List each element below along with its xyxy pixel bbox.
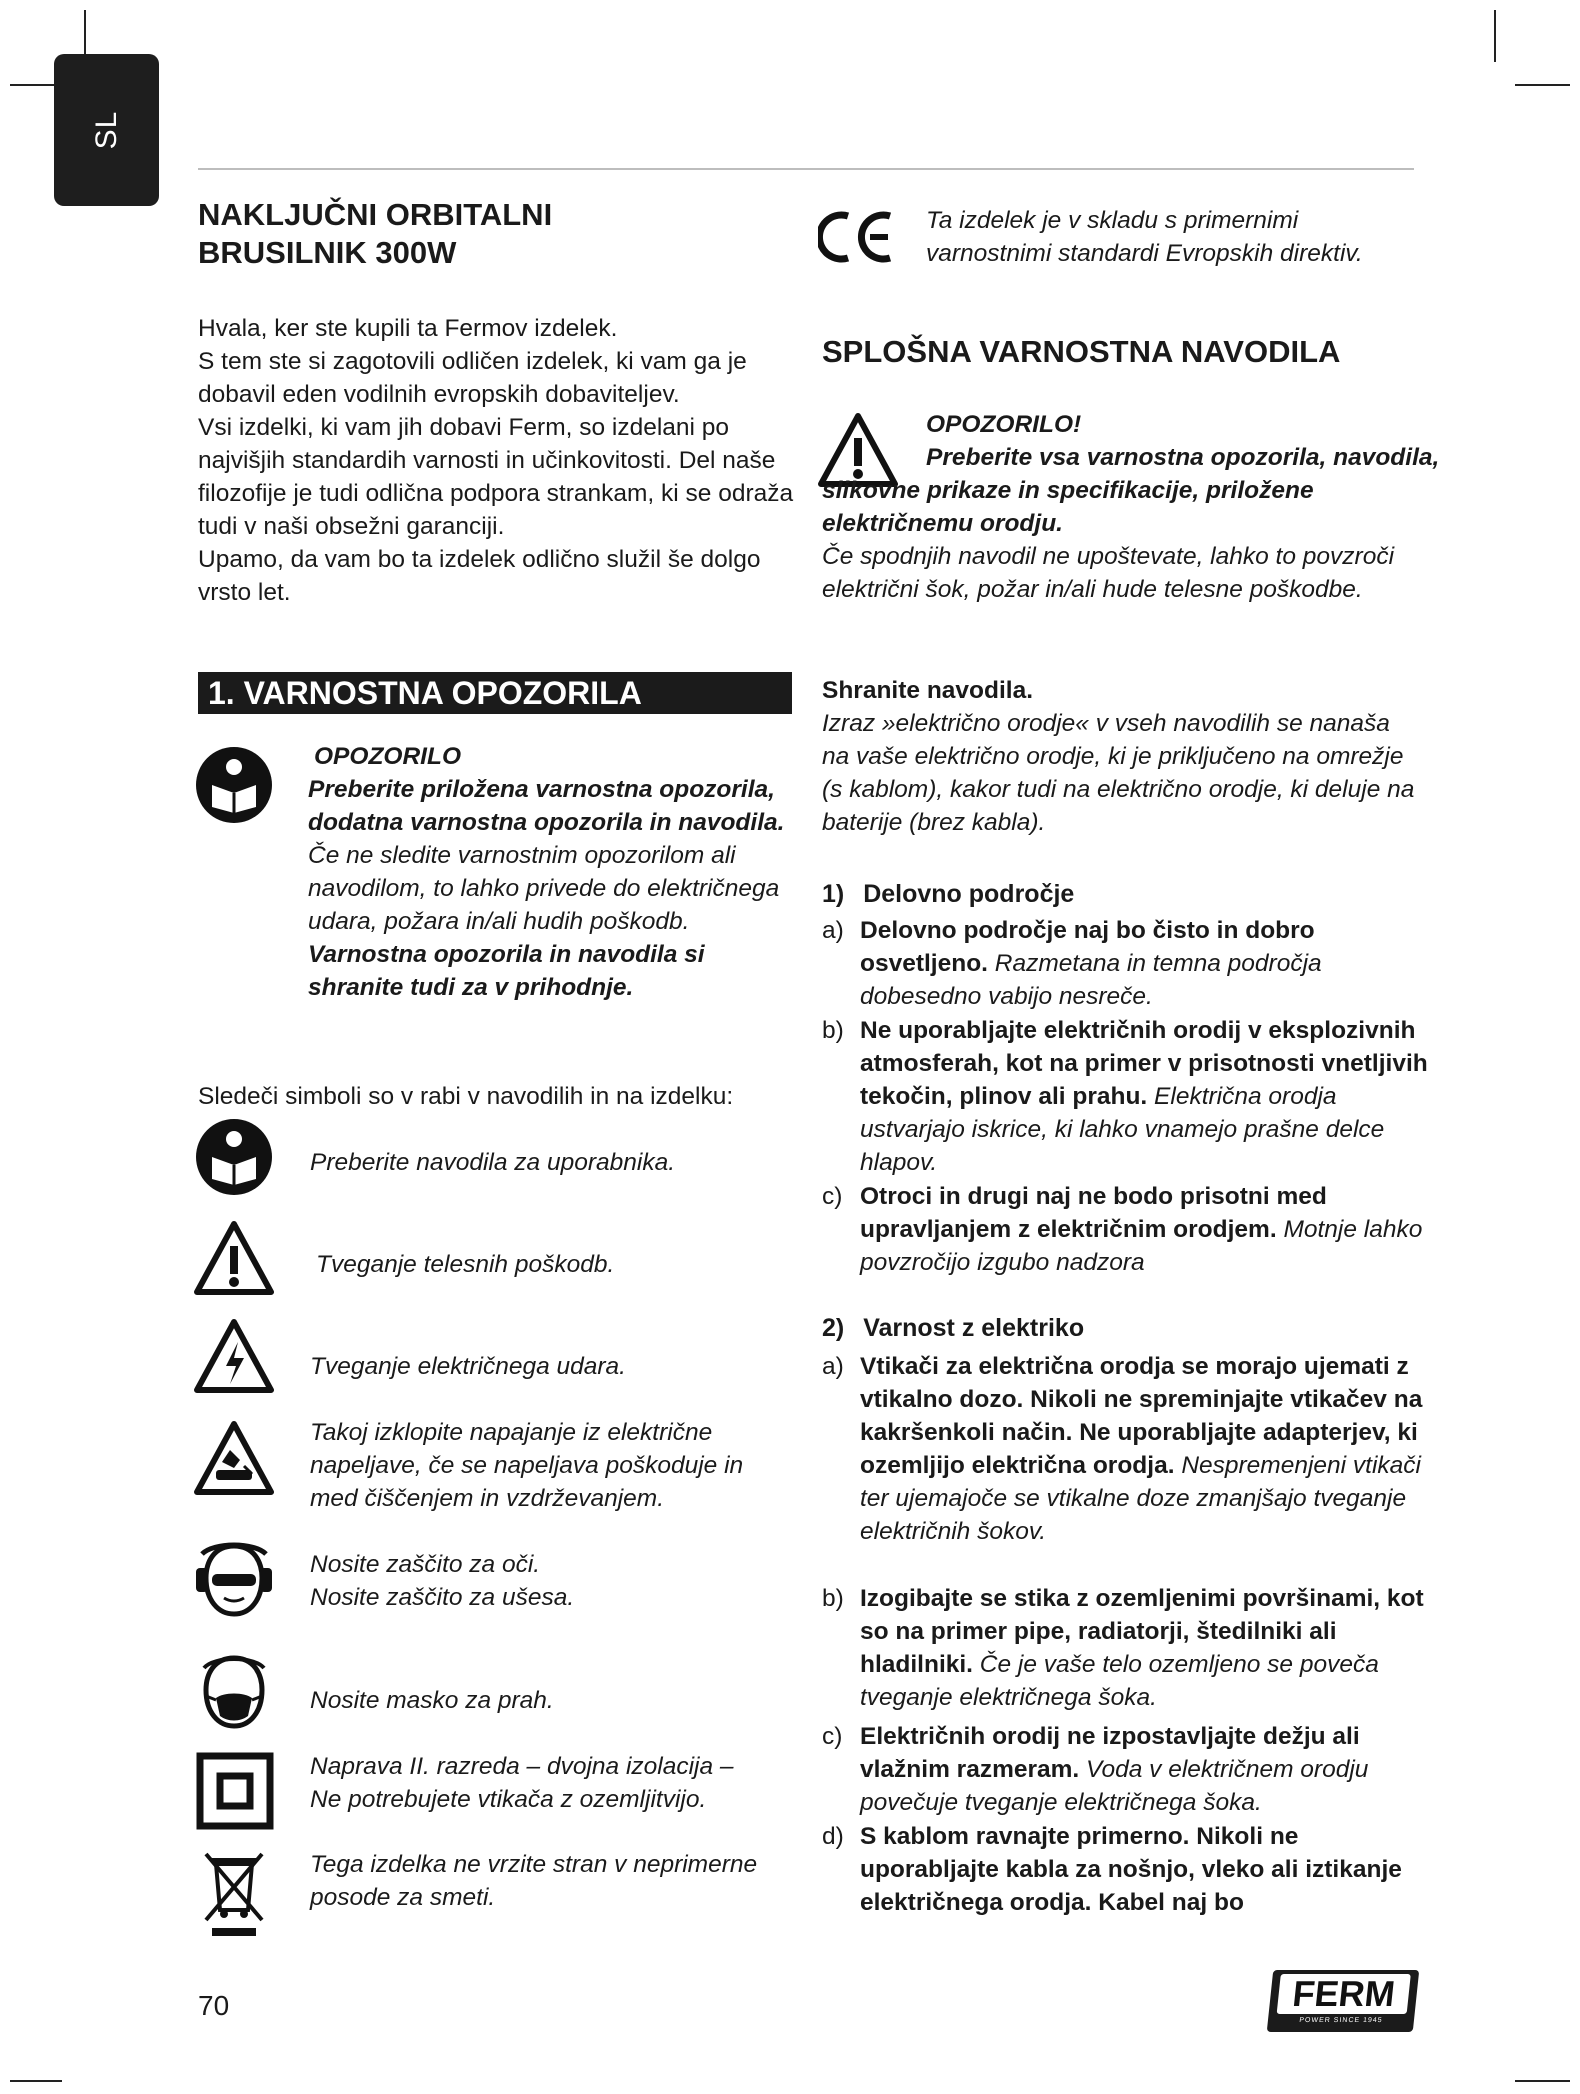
list-text: Električna orodja ustvarjajo iskrice, ki lahko vnamejo prašne delce hlapov. bbox=[860, 1083, 1385, 1176]
ce-mark bbox=[818, 210, 898, 264]
list-bold: S kablom ravnajte primerno. Nikoli ne uporabljajte kabla za nošnjo, vleko ali iztikanje električnega orodja. Kabel naj bo bbox=[860, 1823, 1402, 1916]
general-warning-bold: Preberite vsa varnostna opozorila, navodila, slikovne prikaze in specifikacije, priložene električnemu orodju. bbox=[822, 444, 1440, 537]
save-title: Shranite navodila. bbox=[822, 677, 1034, 704]
symbol-text: Nosite zaščito za oči. bbox=[310, 1551, 541, 1578]
list-text: Če je vaše telo ozemljeno se poveča tveganje električnega šoka. bbox=[860, 1651, 1379, 1711]
list-label: c) bbox=[822, 1183, 843, 1210]
warning-label: OPOZORILO bbox=[314, 743, 461, 770]
page-number: 70 bbox=[198, 1990, 230, 2021]
electric-shock-icon bbox=[194, 1318, 274, 1393]
list-item bbox=[822, 1820, 1442, 1919]
list-bold: Izogibajte se stika z ozemljenimi površinami, kot so na primer pipe, radiatorji, štedilniki ali hladilniki. bbox=[860, 1585, 1424, 1678]
subsection-2-heading bbox=[822, 1314, 1084, 1343]
wheelie-bin-crossed-icon bbox=[202, 1850, 266, 1938]
list-item bbox=[822, 1582, 1442, 1714]
list-label: b) bbox=[822, 1017, 844, 1044]
general-warning-text: Če spodnjih navodil ne upoštevate, lahko to povzroči električni šok, požar in/ali hude telesne poškodbe. bbox=[822, 543, 1395, 603]
subsection-title: Delovno področje bbox=[863, 880, 1075, 908]
language-tab bbox=[54, 54, 159, 206]
general-title: SPLOŠNA VARNOSTNA NAVODILA bbox=[822, 334, 1341, 369]
list-item bbox=[822, 1720, 1442, 1819]
intro-p1: Hvala, ker ste kupili ta Fermov izdelek. bbox=[198, 315, 618, 342]
list-item bbox=[822, 1014, 1442, 1179]
section1-warning bbox=[308, 740, 798, 1004]
list-item bbox=[822, 1180, 1442, 1279]
ce-statement: Ta izdelek je v skladu s primernimi varnostnimi standardi Evropskih direktiv. bbox=[926, 207, 1363, 267]
crop-mark bbox=[10, 2080, 62, 2082]
list-label: a) bbox=[822, 1353, 844, 1380]
unplug-icon bbox=[194, 1420, 274, 1495]
subsection-title: Varnost z elektriko bbox=[863, 1314, 1085, 1342]
warning-bold-text-2: Varnostna opozorila in navodila si shranite tudi za v prihodnje. bbox=[308, 941, 705, 1001]
list-bold: Ne uporabljajte električnih orodij v eksplozivnih atmosferah, kot na primer v prisotnosti vnetljivih tekočin, plinov ali prahu. bbox=[860, 1017, 1428, 1110]
list-label: d) bbox=[822, 1823, 844, 1850]
symbol-text: Ne potrebujete vtikača z ozemljitvijo. bbox=[310, 1786, 707, 1813]
crop-mark bbox=[1515, 84, 1570, 86]
list-bold: Otroci in drugi naj ne bodo prisotni med upravljanjem z električnim orodjem. bbox=[860, 1183, 1327, 1243]
symbol-text: Takoj izklopite napajanje iz električne napeljave, če se napeljava poškoduje in med čiščenjem in vzdrževanjem. bbox=[310, 1419, 744, 1512]
dust-mask-icon bbox=[194, 1652, 274, 1732]
symbol-text: Tega izdelka ne vrzite stran v neprimerne posode za smeti. bbox=[310, 1851, 758, 1911]
page-title: NAKLJUČNI ORBITALNI BRUSILNIK 300W bbox=[198, 197, 553, 270]
list-text: Razmetana in temna področja dobesedno vabijo nesreče. bbox=[860, 950, 1322, 1010]
list-text: Voda v električnem orodju povečuje tveganje električnega šoka. bbox=[860, 1756, 1369, 1816]
warning-triangle-icon bbox=[194, 1220, 274, 1295]
crop-mark bbox=[1494, 10, 1496, 62]
list-text: Motnje lahko povzročijo izgubo nadzora bbox=[860, 1216, 1423, 1276]
list-text: Nespremenjeni vtikači ter ujemajoče se vtikalne doze zmanjšajo tveganje električnih šokov. bbox=[860, 1452, 1421, 1545]
warning-bold-text: Preberite priložena varnostna opozorila, dodatna varnostna opozorila in navodila. bbox=[308, 776, 785, 836]
general-warning bbox=[822, 408, 1442, 441]
read-manual-icon bbox=[194, 1117, 274, 1197]
list-bold: Vtikači za električna orodja se morajo ujemati z vtikalno dozo. Nikoli ne spreminjajte vtikačev na kakršenkoli način. Ne uporabljajte adapterjev, ki ozemljijo električna orodja. bbox=[860, 1353, 1423, 1479]
logo-tagline: POWER SINCE 1945 bbox=[1298, 2017, 1383, 2024]
left-column bbox=[198, 196, 808, 609]
save-text: Izraz »električno orodje« v vseh navodilih se nanaša na vaše električno orodje, ki je priključeno na omrežje (s kablom), kakor tudi na električno orodje, ki deluje na baterije (brez kabla). bbox=[822, 710, 1415, 836]
crop-mark bbox=[1515, 2080, 1570, 2082]
list-item bbox=[822, 1350, 1442, 1548]
language-tab-label: SL bbox=[89, 110, 123, 150]
list-label: a) bbox=[822, 917, 844, 944]
symbol-text: Nosite masko za prah. bbox=[310, 1687, 554, 1714]
read-manual-icon bbox=[194, 745, 274, 825]
header-rule bbox=[198, 168, 1414, 170]
section-heading: 1. VARNOSTNA OPOZORILA bbox=[198, 672, 792, 714]
subsection-number: 1) bbox=[822, 880, 845, 908]
ferm-logo bbox=[1267, 1970, 1420, 2032]
symbol-text: Preberite navodila za uporabnika. bbox=[310, 1149, 676, 1176]
intro-p3: Vsi izdelki, ki vam jih dobavi Ferm, so izdelani po najvišjih standardih varnosti in učinkovitosti. Del naše filozofije je tudi odlična podpora strankam, ki se odraža tudi v naši obsežni garanciji. bbox=[198, 414, 794, 540]
list-bold: Električnih orodij ne izpostavljajte dežju ali vlažnim razmeram. bbox=[860, 1723, 1360, 1783]
symbol-text: Tveganje električnega udara. bbox=[310, 1353, 626, 1380]
intro-p4: Upamo, da vam bo ta izdelek odlično služil še dolgo vrsto let. bbox=[198, 546, 761, 606]
list-item bbox=[822, 914, 1442, 1013]
subsection-number: 2) bbox=[822, 1314, 845, 1342]
symbol-text: Tveganje telesnih poškodb. bbox=[316, 1251, 615, 1278]
intro-p2: S tem ste si zagotovili odličen izdelek, ki vam ga je dobavil eden vodilnih evropskih dobaviteljev. bbox=[198, 348, 747, 408]
logo-text: FERM bbox=[1277, 1974, 1411, 2014]
list-label: c) bbox=[822, 1723, 843, 1750]
warning-label: OPOZORILO! bbox=[926, 411, 1082, 438]
list-bold: Delovno področje naj bo čisto in dobro osvetljeno. bbox=[860, 917, 1315, 977]
symbols-intro: Sledeči simboli so v rabi v navodilih in na izdelku: bbox=[198, 1083, 734, 1110]
list-label: b) bbox=[822, 1585, 844, 1612]
eye-ear-protection-icon bbox=[194, 1540, 274, 1620]
double-insulation-icon bbox=[196, 1752, 274, 1830]
symbol-text: Nosite zaščito za ušesa. bbox=[310, 1584, 575, 1611]
warning-text: Če ne sledite varnostnim opozorilom ali navodilom, to lahko privede do električnega udara, požara in/ali hudih poškodb. bbox=[308, 842, 780, 935]
symbol-text: Naprava II. razreda – dvojna izolacija – bbox=[310, 1753, 734, 1780]
subsection-1-heading bbox=[822, 880, 1074, 909]
